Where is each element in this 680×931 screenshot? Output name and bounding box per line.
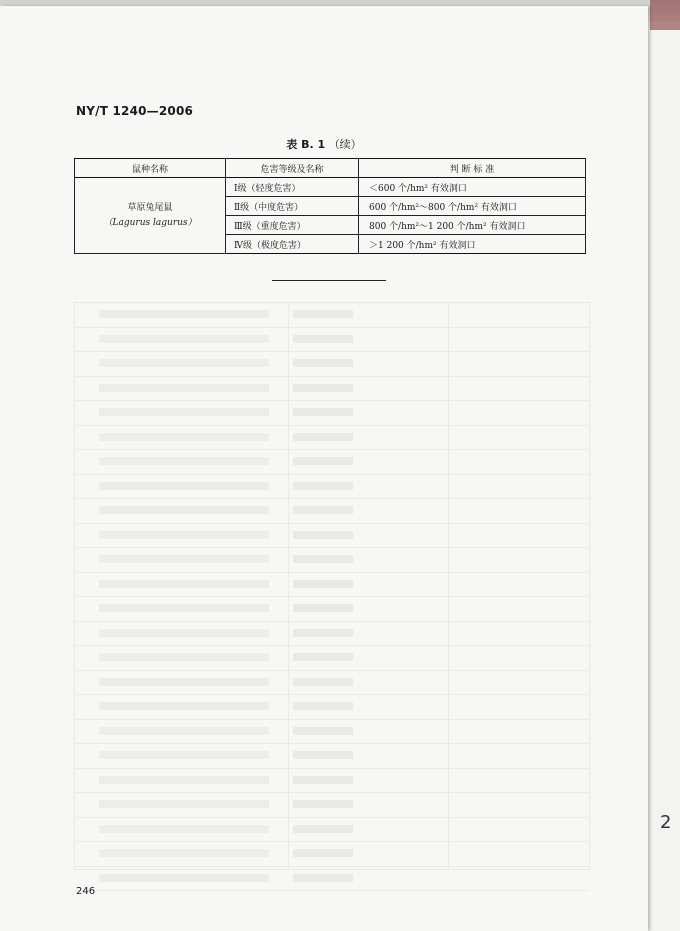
criterion-cell: 800 个/hm²～1 200 个/hm² 有效洞口 [359, 216, 586, 235]
ghost-row [75, 769, 589, 794]
species-name-cn: 草原兔尾鼠 [127, 202, 173, 213]
ghost-row [75, 720, 589, 745]
ghost-row [75, 352, 589, 377]
standard-header: NY/T 1240—2006 [76, 104, 194, 118]
hazard-level-cell: Ⅰ级（轻度危害） [226, 178, 359, 197]
ghost-row [75, 646, 589, 671]
ghost-row [75, 475, 589, 500]
ghost-row [75, 793, 589, 818]
table-title-continued: （续） [328, 138, 362, 151]
species-name-latin: （Lagurus lagurus） [103, 217, 197, 228]
table-row [75, 178, 586, 197]
ghost-row [75, 867, 589, 892]
ghost-row [75, 303, 589, 328]
ghost-row [75, 622, 589, 647]
ghost-row [75, 499, 589, 524]
ghost-row [75, 573, 589, 598]
column-header-level: 危害等级及名称 [226, 159, 359, 178]
ghost-row [75, 524, 589, 549]
ghost-row [75, 597, 589, 622]
column-header-criterion: 判 断 标 准 [359, 159, 586, 178]
ghost-row [75, 695, 589, 720]
criterion-cell: ＞1 200 个/hm² 有效洞口 [359, 235, 586, 254]
criterion-cell: 600 个/hm²～800 个/hm² 有效洞口 [359, 197, 586, 216]
end-of-table-rule [272, 280, 386, 281]
hazard-level-cell: Ⅳ级（极度危害） [226, 235, 359, 254]
ghost-row [75, 818, 589, 843]
criterion-cell: ＜600 个/hm² 有效洞口 [359, 178, 586, 197]
hazard-level-cell: Ⅱ级（中度危害） [226, 197, 359, 216]
table-title [0, 136, 648, 152]
species-cell [75, 178, 226, 254]
ghost-row [75, 744, 589, 769]
scan-background-corner [650, 0, 680, 30]
ghost-row [75, 328, 589, 353]
ghost-row [75, 842, 589, 867]
adjacent-page-edge-text: 2 [660, 812, 672, 833]
hazard-level-table [74, 158, 586, 254]
ghost-row [75, 377, 589, 402]
bleed-through-table [74, 302, 590, 870]
column-header-species: 鼠种名称 [75, 159, 226, 178]
ghost-row [75, 401, 589, 426]
ghost-row [75, 671, 589, 696]
ghost-row [75, 548, 589, 573]
hazard-level-cell: Ⅲ级（重度危害） [226, 216, 359, 235]
table-header-row [75, 159, 586, 178]
table-title-number: 表 B. 1 [286, 138, 326, 151]
ghost-row [75, 450, 589, 475]
document-page [0, 6, 648, 931]
page-number: 246 [76, 886, 96, 897]
ghost-row [75, 426, 589, 451]
